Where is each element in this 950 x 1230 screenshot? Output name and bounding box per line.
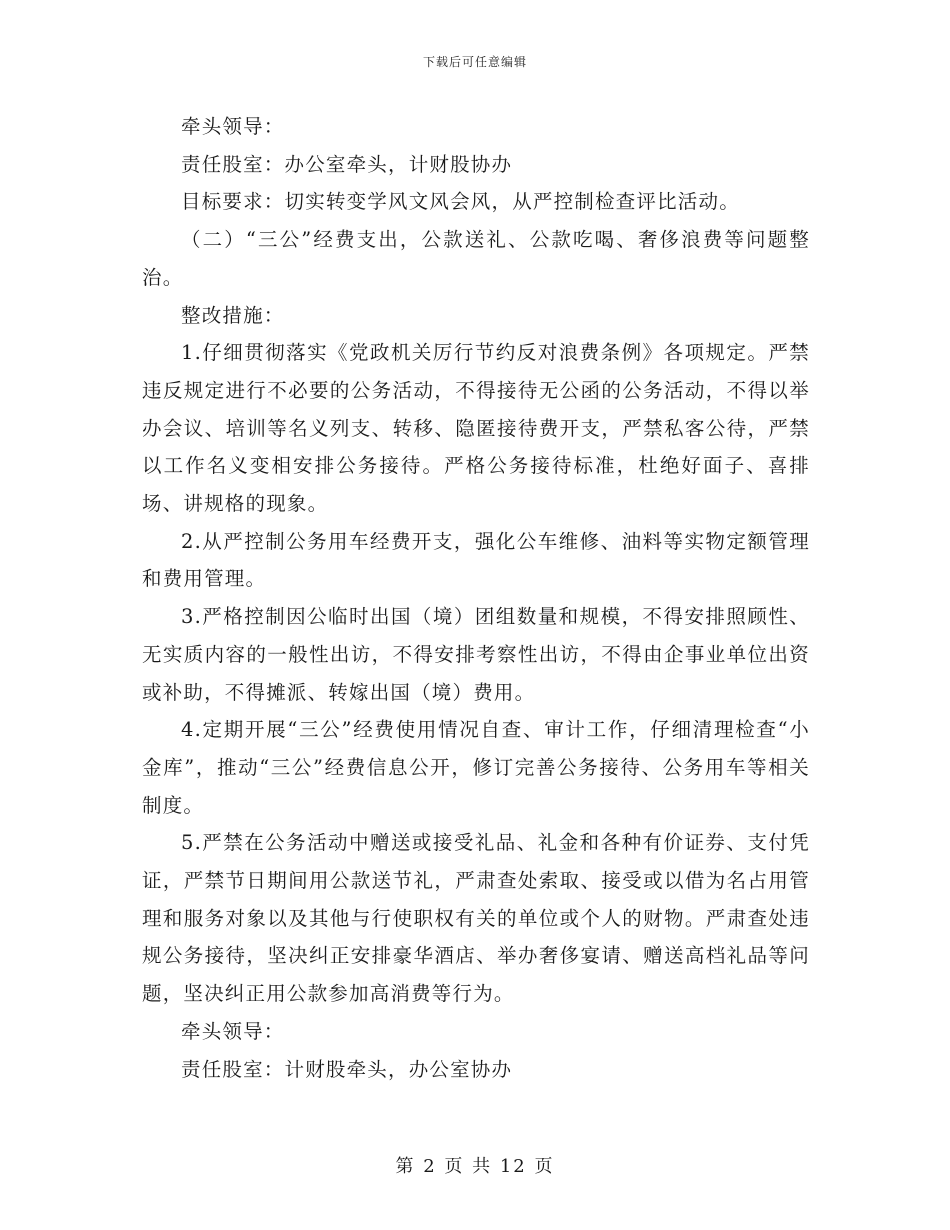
- paragraph-measure-3: 3.严格控制因公临时出国（境）团组数量和规模，不得安排照顾性、无实质内容的一般性出访，不得安排考察性出访，不得由企事业单位出资或补助，不得摊派、转嫁出国（境）费用。: [142, 605, 810, 704]
- paragraph-section-2-heading: （二）“三公”经费支出，公款送礼、公款吃喝、奢侈浪费等问题整治。: [142, 228, 810, 289]
- paragraph-measure-2: 2.从严控制公务用车经费开支，强化公车维修、油料等实物定额管理和费用管理。: [142, 529, 810, 591]
- page-header: 下载后可任意编辑: [422, 55, 527, 69]
- paragraph-target: 目标要求：切实转变学风文风会风，从严控制检查评比活动。: [181, 190, 740, 214]
- paragraph-lead-1: 牵头领导：: [181, 115, 285, 138]
- page-number: 第 2 页 共 12 页: [395, 1156, 555, 1177]
- paragraph-measures-heading: 整改措施：: [181, 303, 285, 327]
- document-body: [142, 108, 810, 1088]
- paragraph-responsible-2: 责任股室：计财股牵头，办公室协办: [181, 1057, 513, 1081]
- paragraph-measure-5: 5.严禁在公务活动中赠送或接受礼品、礼金和各种有价证券、支付凭证，严禁节日期间用公款送节礼，严肃查处索取、接受或以借为名占用管理和服务对象以及其他与行使职权有关的单位或个人的财物。严肃查处违规公务接待，坚决纠正安排豪华酒店、举办奢侈宴请、赠送高档礼品等问题，坚决纠正用公款参加高消费等行为。: [142, 831, 810, 1006]
- paragraph-measure-4: 4.定期开展“三公”经费使用情况自查、审计工作，仔细清理检查“小金库”，推动“三公”经费信息公开，修订完善公务接待、公务用车等相关制度。: [142, 718, 810, 817]
- paragraph-measure-1: 1.仔细贯彻落实《党政机关厉行节约反对浪费条例》各项规定。严禁违反规定进行不必要的公务活动，不得接待无公函的公务活动，不得以举办会议、培训等名义列支、转移、隐匿接待费开支，严禁私客公待，严禁以工作名义变相安排公务接待。严格公务接待标准，杜绝好面子、喜排场、讲规格的现象。: [142, 341, 810, 516]
- paragraph-lead-2: 牵头领导：: [181, 1019, 285, 1043]
- paragraph-responsible-1: 责任股室：办公室牵头，计财股协办: [181, 152, 513, 176]
